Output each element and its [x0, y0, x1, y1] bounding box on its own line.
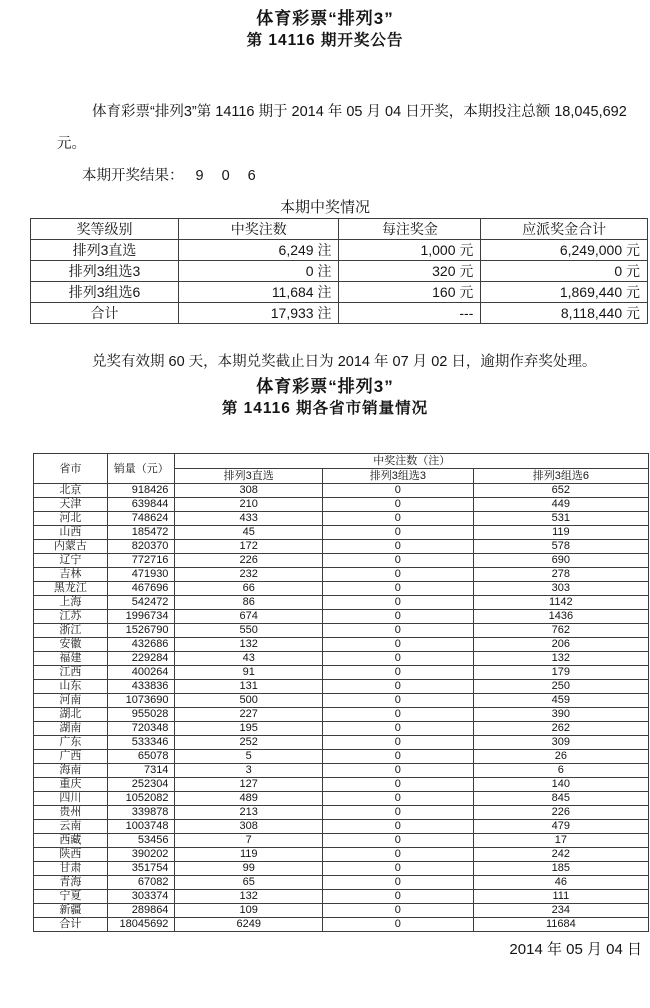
column-header-prize-tier: 奖等级别	[31, 219, 179, 240]
table-cell: 内蒙古	[34, 540, 108, 554]
table-cell: 46	[473, 876, 648, 890]
table-cell: 109	[175, 904, 323, 918]
table-cell: 江西	[34, 666, 108, 680]
table-cell: 0	[323, 792, 474, 806]
table-cell: 99	[175, 862, 323, 876]
table-cell: 65	[175, 876, 323, 890]
table-cell: 0	[323, 778, 474, 792]
table-cell: 252304	[107, 778, 175, 792]
table-cell: 云南	[34, 820, 108, 834]
table-cell: 242	[473, 848, 648, 862]
table-cell: 845	[473, 792, 648, 806]
table-cell: 0	[323, 722, 474, 736]
table-cell: 河南	[34, 694, 108, 708]
table-cell: 6249	[175, 918, 323, 932]
prize-table	[30, 218, 648, 324]
table-cell: 131	[175, 680, 323, 694]
table-row	[31, 303, 648, 324]
table-cell: 918426	[107, 484, 175, 498]
table-cell: 四川	[34, 792, 108, 806]
table-row	[34, 708, 649, 722]
table-cell: 辽宁	[34, 554, 108, 568]
table-cell: 广东	[34, 736, 108, 750]
table-cell: 11,684 注	[179, 282, 339, 303]
table-cell: 1003748	[107, 820, 175, 834]
table-row	[34, 652, 649, 666]
table-cell: 45	[175, 526, 323, 540]
table-cell: 43	[175, 652, 323, 666]
table-cell: 226	[473, 806, 648, 820]
table-cell: 720348	[107, 722, 175, 736]
table-row	[34, 750, 649, 764]
announcement-date: 2014 年 05 月 04 日	[509, 941, 642, 958]
table-cell: 青海	[34, 876, 108, 890]
table-row	[31, 261, 648, 282]
table-cell: 0	[323, 708, 474, 722]
column-header-group6: 排列3组选6	[473, 469, 648, 484]
table-row	[34, 680, 649, 694]
table-cell: 127	[175, 778, 323, 792]
table-row	[34, 792, 649, 806]
table-cell: 1436	[473, 610, 648, 624]
table-cell: 合计	[31, 303, 179, 324]
table-cell: 江苏	[34, 610, 108, 624]
table-cell: 500	[175, 694, 323, 708]
column-header-province: 省市	[34, 454, 108, 484]
table-row	[34, 848, 649, 862]
table-row	[34, 876, 649, 890]
table-row	[34, 512, 649, 526]
table-cell: 18045692	[107, 918, 175, 932]
table-cell: 467696	[107, 582, 175, 596]
table-cell: 489	[175, 792, 323, 806]
table-cell: 86	[175, 596, 323, 610]
table-row	[34, 568, 649, 582]
table-cell: 11684	[473, 918, 648, 932]
table-row	[34, 526, 649, 540]
table-cell: 179	[473, 666, 648, 680]
column-header-total-payout: 应派奖金合计	[481, 219, 648, 240]
table-cell: 5	[175, 750, 323, 764]
table-cell: 0	[323, 764, 474, 778]
table-cell: 227	[175, 708, 323, 722]
table-cell: 1052082	[107, 792, 175, 806]
table-cell: 303374	[107, 890, 175, 904]
table-cell: 甘肃	[34, 862, 108, 876]
prize-table-header	[31, 219, 648, 240]
table-cell: 53456	[107, 834, 175, 848]
table-cell: 309	[473, 736, 648, 750]
sales-section-subtitle: 第 14116 期各省市销量情况	[221, 400, 429, 417]
table-row	[34, 554, 649, 568]
table-cell: 0	[323, 666, 474, 680]
table-cell: 上海	[34, 596, 108, 610]
table-cell: 0	[323, 568, 474, 582]
table-row	[31, 282, 648, 303]
doc-title: 体育彩票“排列3”	[256, 9, 394, 28]
table-row	[34, 638, 649, 652]
table-cell: 390202	[107, 848, 175, 862]
prize-table-body	[31, 240, 648, 324]
table-row	[34, 498, 649, 512]
table-row	[34, 596, 649, 610]
table-cell: 吉林	[34, 568, 108, 582]
table-cell: 河北	[34, 512, 108, 526]
table-cell: 639844	[107, 498, 175, 512]
table-row	[34, 764, 649, 778]
table-cell: 195	[175, 722, 323, 736]
table-row	[34, 778, 649, 792]
table-cell: 226	[175, 554, 323, 568]
table-cell: 111	[473, 890, 648, 904]
table-cell: 0	[323, 596, 474, 610]
table-cell: 0	[323, 526, 474, 540]
table-row	[34, 834, 649, 848]
table-cell: 303	[473, 582, 648, 596]
table-cell: 0	[323, 582, 474, 596]
table-cell: 955028	[107, 708, 175, 722]
table-cell: 0	[323, 736, 474, 750]
table-cell: 210	[175, 498, 323, 512]
table-cell: 7	[175, 834, 323, 848]
table-cell: 674	[175, 610, 323, 624]
table-cell: 185472	[107, 526, 175, 540]
province-sales-table	[33, 453, 649, 932]
table-header-row	[31, 219, 648, 240]
table-row	[34, 904, 649, 918]
table-cell: 17	[473, 834, 648, 848]
table-cell: 351754	[107, 862, 175, 876]
column-header-sales: 销量（元）	[107, 454, 175, 484]
table-cell: 6	[473, 764, 648, 778]
table-cell: 339878	[107, 806, 175, 820]
table-cell: 0	[323, 750, 474, 764]
table-header-row	[34, 454, 649, 469]
table-cell: 26	[473, 750, 648, 764]
table-cell: 西藏	[34, 834, 108, 848]
table-cell: 772716	[107, 554, 175, 568]
table-row	[34, 694, 649, 708]
table-row	[34, 806, 649, 820]
table-cell: 262	[473, 722, 648, 736]
table-cell: 0	[323, 820, 474, 834]
table-cell: 433836	[107, 680, 175, 694]
table-cell: 578	[473, 540, 648, 554]
table-cell: 459	[473, 694, 648, 708]
table-cell: 0	[323, 652, 474, 666]
table-row	[34, 918, 649, 932]
table-cell: 471930	[107, 568, 175, 582]
table-cell: 排列3组选6	[31, 282, 179, 303]
table-cell: 432686	[107, 638, 175, 652]
table-cell: 排列3直选	[31, 240, 179, 261]
table-cell: 0	[323, 512, 474, 526]
redeem-note-paragraph: 兑奖有效期 60 天，本期兑奖截止日为 2014 年 07 月 02 日，逾期作弃奖处理。	[92, 354, 597, 370]
table-cell: 0	[323, 638, 474, 652]
table-cell: 65078	[107, 750, 175, 764]
table-cell: 0	[323, 918, 474, 932]
table-cell: 重庆	[34, 778, 108, 792]
table-cell: 433	[175, 512, 323, 526]
table-cell: 67082	[107, 876, 175, 890]
table-cell: 400264	[107, 666, 175, 680]
table-cell: 531	[473, 512, 648, 526]
table-cell: 湖南	[34, 722, 108, 736]
table-row	[34, 540, 649, 554]
table-cell: 160 元	[339, 282, 481, 303]
table-cell: 0	[323, 540, 474, 554]
column-header-prize-per-bet: 每注奖金	[339, 219, 481, 240]
table-cell: 排列3组选3	[31, 261, 179, 282]
table-cell: 449	[473, 498, 648, 512]
table-row	[34, 582, 649, 596]
table-cell: 1,000 元	[339, 240, 481, 261]
table-cell: 320 元	[339, 261, 481, 282]
table-cell: 206	[473, 638, 648, 652]
table-cell: 690	[473, 554, 648, 568]
table-cell: 0	[323, 498, 474, 512]
table-cell: 185	[473, 862, 648, 876]
table-cell: 289864	[107, 904, 175, 918]
table-row	[34, 862, 649, 876]
table-cell: ---	[339, 303, 481, 324]
table-cell: 0	[323, 862, 474, 876]
table-cell: 8,118,440 元	[481, 303, 648, 324]
table-row	[34, 666, 649, 680]
province-sales-table-body	[34, 484, 649, 932]
table-cell: 652	[473, 484, 648, 498]
table-cell: 天津	[34, 498, 108, 512]
table-cell: 533346	[107, 736, 175, 750]
table-cell: 7314	[107, 764, 175, 778]
table-cell: 宁夏	[34, 890, 108, 904]
table-cell: 浙江	[34, 624, 108, 638]
table-cell: 0	[323, 806, 474, 820]
table-cell: 550	[175, 624, 323, 638]
table-cell: 0	[323, 554, 474, 568]
table-cell: 0	[323, 890, 474, 904]
column-header-winning-bets-group: 中奖注数（注）	[175, 454, 649, 469]
table-cell: 6,249,000 元	[481, 240, 648, 261]
table-cell: 119	[175, 848, 323, 862]
table-cell: 0	[323, 484, 474, 498]
sales-section-title: 体育彩票“排列3”	[256, 377, 394, 396]
table-cell: 山西	[34, 526, 108, 540]
lottery-announcement-document	[0, 8, 650, 1008]
table-cell: 海南	[34, 764, 108, 778]
table-cell: 福建	[34, 652, 108, 666]
draw-result-label: 本期开奖结果：	[82, 168, 184, 184]
table-cell: 0	[323, 694, 474, 708]
table-cell: 308	[175, 484, 323, 498]
table-cell: 250	[473, 680, 648, 694]
province-sales-table-header	[34, 454, 649, 484]
table-row	[34, 624, 649, 638]
table-cell: 229284	[107, 652, 175, 666]
table-cell: 66	[175, 582, 323, 596]
table-cell: 1996734	[107, 610, 175, 624]
table-cell: 232	[175, 568, 323, 582]
table-cell: 1526790	[107, 624, 175, 638]
table-cell: 278	[473, 568, 648, 582]
table-cell: 172	[175, 540, 323, 554]
doc-issue-subtitle: 第 14116 期开奖公告	[246, 32, 404, 49]
table-row	[31, 240, 648, 261]
table-cell: 252	[175, 736, 323, 750]
table-cell: 0	[323, 904, 474, 918]
table-cell: 1073690	[107, 694, 175, 708]
draw-result-digits: 9 0 6	[195, 168, 263, 184]
table-cell: 山东	[34, 680, 108, 694]
table-cell: 3	[175, 764, 323, 778]
table-cell: 132	[473, 652, 648, 666]
table-cell: 0 元	[481, 261, 648, 282]
table-cell: 0	[323, 848, 474, 862]
table-cell: 1142	[473, 596, 648, 610]
intro-paragraph: 体育彩票“排列3”第 14116 期于 2014 年 05 月 04 日开奖，本期投注总额 18,045,692 元。	[57, 104, 627, 152]
table-cell: 91	[175, 666, 323, 680]
table-cell: 湖北	[34, 708, 108, 722]
table-cell: 17,933 注	[179, 303, 339, 324]
table-cell: 北京	[34, 484, 108, 498]
table-cell: 542472	[107, 596, 175, 610]
table-cell: 390	[473, 708, 648, 722]
table-cell: 479	[473, 820, 648, 834]
draw-result-line	[57, 160, 636, 192]
column-header-winning-bets: 中奖注数	[179, 219, 339, 240]
table-cell: 119	[473, 526, 648, 540]
table-cell: 0	[323, 680, 474, 694]
table-cell: 0	[323, 624, 474, 638]
table-cell: 308	[175, 820, 323, 834]
table-cell: 合计	[34, 918, 108, 932]
column-header-group3: 排列3组选3	[323, 469, 474, 484]
table-cell: 140	[473, 778, 648, 792]
table-cell: 0	[323, 834, 474, 848]
table-cell: 820370	[107, 540, 175, 554]
table-row	[34, 736, 649, 750]
table-cell: 0 注	[179, 261, 339, 282]
table-row	[34, 820, 649, 834]
table-cell: 新疆	[34, 904, 108, 918]
table-cell: 黑龙江	[34, 582, 108, 596]
table-cell: 762	[473, 624, 648, 638]
table-cell: 132	[175, 890, 323, 904]
table-cell: 213	[175, 806, 323, 820]
column-header-straight: 排列3直选	[175, 469, 323, 484]
table-cell: 234	[473, 904, 648, 918]
prize-table-title: 本期中奖情况	[279, 199, 370, 216]
table-cell: 0	[323, 610, 474, 624]
table-cell: 陕西	[34, 848, 108, 862]
table-row	[34, 484, 649, 498]
table-cell: 1,869,440 元	[481, 282, 648, 303]
table-cell: 6,249 注	[179, 240, 339, 261]
table-cell: 安徽	[34, 638, 108, 652]
table-cell: 132	[175, 638, 323, 652]
table-row	[34, 722, 649, 736]
table-cell: 0	[323, 876, 474, 890]
table-cell: 广西	[34, 750, 108, 764]
table-cell: 贵州	[34, 806, 108, 820]
table-cell: 748624	[107, 512, 175, 526]
table-row	[34, 610, 649, 624]
table-row	[34, 890, 649, 904]
